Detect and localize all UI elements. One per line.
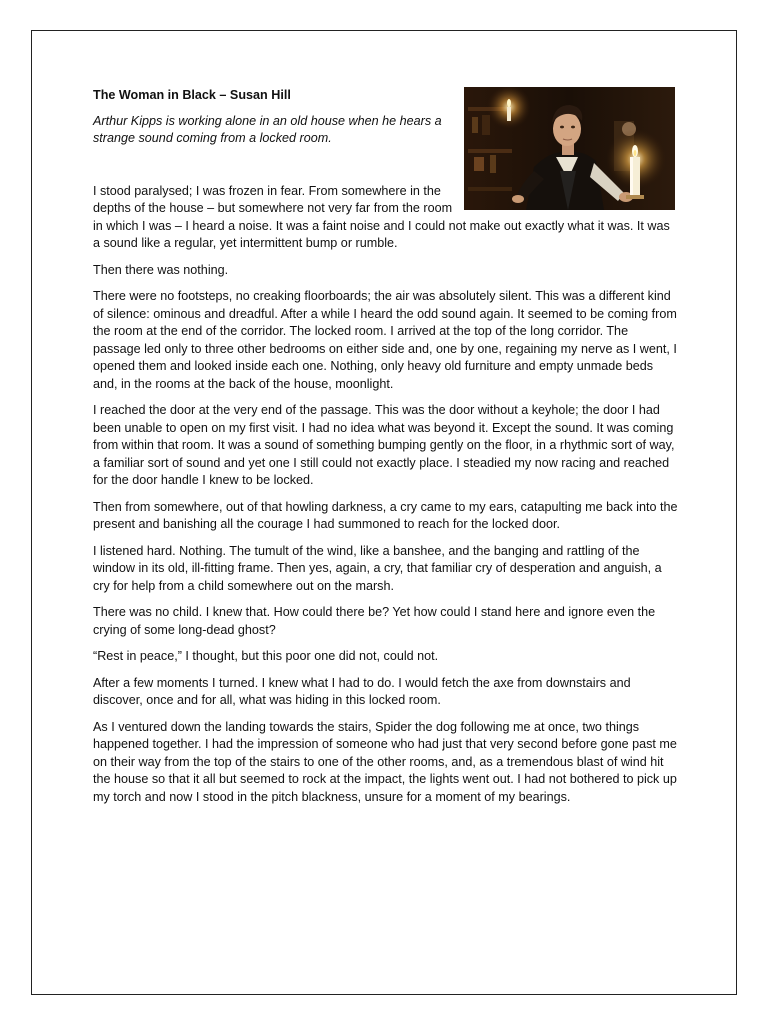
intro-text: Arthur Kipps is working alone in an old house when he hears a strange sound coming from a locked room.: [93, 113, 442, 145]
paragraph: Then there was nothing.: [93, 262, 229, 277]
paragraph: After a few moments I turned. I knew what I had to do. I would fetch the axe from downstairs and discover, once and for all, what was hiding in this locked room.: [93, 675, 631, 707]
paragraph: I stood paralysed; I was frozen in fear. From somewhere in the depths of the house – but somewhere not very far from the room in which I was – I heard a noise. It was a faint noise and I could not make out exactly what it was. It was a sound like a regular, yet intermittent bump or rumble.: [93, 183, 670, 250]
paragraph: There was no child. I knew that. How could there be? Yet how could I stand here and ignore even the crying of some long-dead ghost?: [93, 605, 656, 637]
paragraph: There were no footsteps, no creaking floorboards; the air was absolutely silent. This was a different kind of silence: ominous and dreadful. After a while I heard the odd sound again. It seemed to be coming from the room at the end of the corridor. The locked room. I arrived at the top of the long corridor. The passage led only to three other bedrooms on either side and, one by one, regaining my nerve as I went, I opened them and looked inside each one. Nothing, only heavy old furniture and empty unmade beds and, in the rooms at the back of the house, moonlight.: [93, 289, 677, 391]
spacer: [93, 148, 678, 183]
document-title: The Woman in Black – Susan Hill: [93, 88, 291, 102]
paragraph: I listened hard. Nothing. The tumult of the wind, like a banshee, and the banging and rattling of the window in its old, ill-fitting frame. Then yes, again, a cry, that familiar cry of desperation and anguish, a cry for help from a child somewhere out on the marsh.: [93, 543, 662, 593]
paragraph: Then from somewhere, out of that howling darkness, a cry came to my ears, catapulting me back into the present and banishing all the courage I had summoned to reach for the locked door.: [93, 499, 678, 531]
paragraph: I reached the door at the very end of the passage. This was the door without a keyhole; the door I had been unable to open on my first visit. I had no idea what was beyond it. Except the sound. It was coming from within that room. It was a sound of something bumping gently on the floor, in a rhythmic sort of way, a familiar sort of sound and yet one I still could not exactly place. I steadied my now racing and reached for the door handle I knew to be locked.: [93, 403, 675, 487]
paragraph: As I ventured down the landing towards the stairs, Spider the dog following me at once, two things happened together. I had the impression of someone who had just that very second before gone past me on their way from the top of the stairs to one of the other rooms, and, as a tremendous blast of wind hit the house so that it all but seemed to rock at the impact, the lights went out. I had not bothered to pick up my torch and now I stood in the pitch blackness, unsure for a moment of my bearings.: [93, 719, 677, 804]
paragraph: “Rest in peace,” I thought, but this poor one did not, could not.: [93, 649, 439, 663]
document-content: [93, 87, 678, 815]
